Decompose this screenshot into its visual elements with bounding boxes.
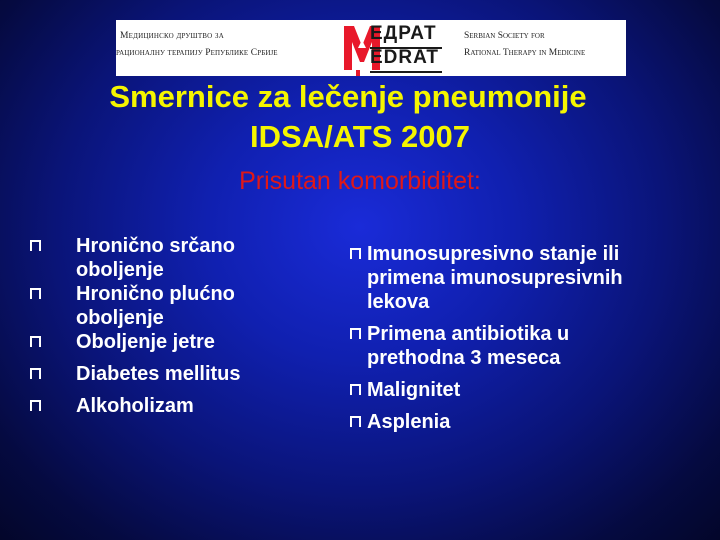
list-item-text: Oboljenje jetre (76, 331, 215, 353)
list-item (30, 234, 320, 282)
slide-subtitle: Prisutan komorbiditet: (239, 167, 481, 195)
list-item (30, 330, 320, 354)
slide-title-line1: Smernice za lečenje pneumonije (109, 79, 587, 114)
list-item-text: Hronično srčano oboljenje (76, 235, 235, 281)
list-item (350, 322, 690, 370)
bullet-icon (350, 328, 361, 339)
bullet-icon (30, 288, 41, 299)
banner-english-text (464, 24, 626, 72)
list-item-text: Diabetes mellitus (76, 363, 241, 385)
society-banner (116, 20, 626, 76)
banner-right-line2: Rational Therapy in Medicine (464, 48, 586, 58)
slide-title-line2: IDSA/ATS 2007 (250, 119, 470, 154)
banner-left-line1: Медицинско друштво за (120, 31, 224, 41)
list-item-text: Asplenia (367, 411, 451, 433)
list-item (350, 410, 690, 434)
list-item-text: Primena antibiotika u prethodna 3 meseca (367, 323, 570, 369)
bullet-icon (350, 384, 361, 395)
bullet-icon (350, 248, 361, 259)
list-item (30, 282, 320, 330)
banner-right-line1: Serbian Society for (464, 31, 545, 41)
left-bullet-list (30, 234, 320, 418)
bullet-icon (30, 336, 41, 347)
list-item (30, 394, 320, 418)
list-item-text: Hronično plućno oboljenje (76, 283, 235, 329)
banner-serbian-text (116, 24, 352, 72)
list-item-text: Alkoholizam (76, 395, 194, 417)
bullet-icon (30, 368, 41, 379)
bullet-icon (30, 400, 41, 411)
bullet-icon (350, 416, 361, 427)
logo-line2: EDRAT (370, 47, 440, 68)
logo-divider-icon (342, 20, 446, 76)
right-bullet-list (350, 242, 690, 434)
medrat-logo (342, 20, 446, 76)
list-item-text: Malignitet (367, 379, 461, 401)
bullet-icon (30, 240, 41, 251)
list-item (350, 378, 690, 402)
list-item (350, 242, 690, 314)
list-item-text: Imunosupresivno stanje ili primena imunosupresivnih lekova (367, 243, 623, 313)
logo-line1: ЕДРАТ (370, 23, 437, 44)
banner-left-line2: рационалну терапију Републике Србије (116, 48, 278, 58)
list-item (30, 362, 320, 386)
